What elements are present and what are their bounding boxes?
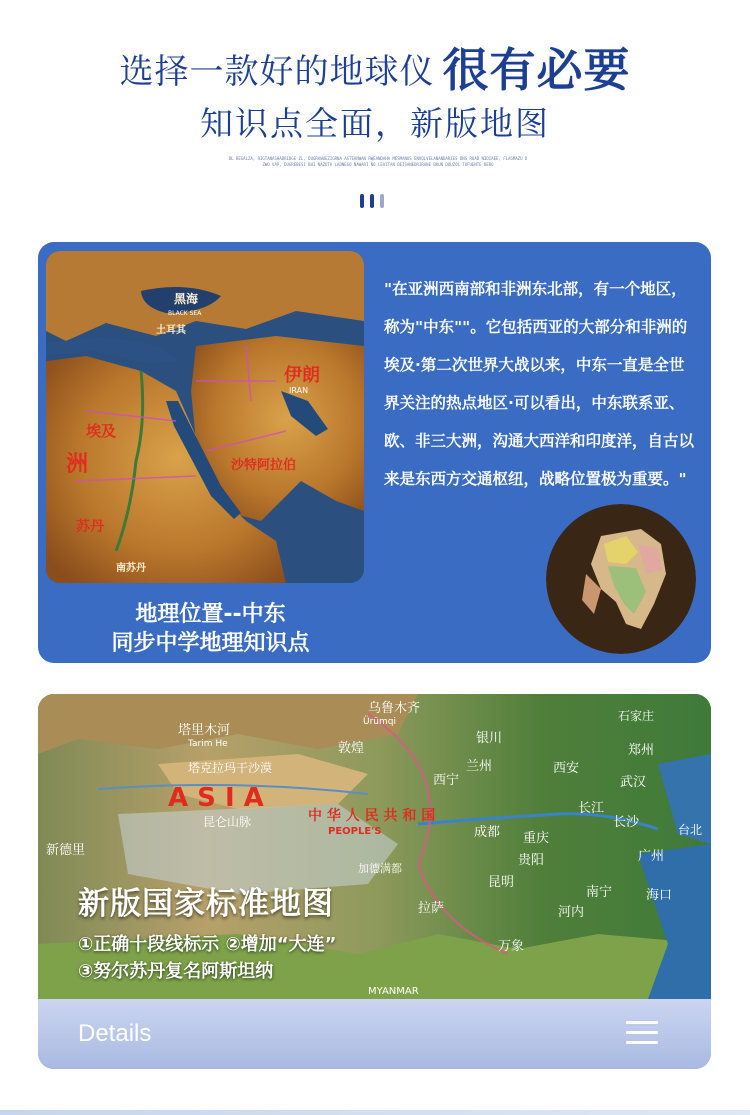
map-label-urumqi-en: Ürümqi (363, 717, 396, 727)
map-label-guiyang: 贵阳 (518, 853, 545, 868)
carousel-dot-1[interactable] (360, 194, 364, 208)
standard-map-feature-1: ①正确十段线标示 ②增加“大连” (78, 934, 337, 955)
map-label-myanmar: MYANMAR (368, 986, 419, 997)
map-label-iran-en: IRAN (289, 386, 309, 395)
map-label-black-sea-en: BLACK SEA (168, 310, 202, 317)
map-label-nanning: 南宁 (586, 885, 613, 900)
map-label-kunming: 昆明 (488, 875, 515, 890)
map-label-lhasa: 拉萨 (418, 901, 445, 916)
map-label-kunlun: 昆仑山脉 (203, 815, 252, 829)
map-label-prc: 中 华 人 民 共 和 国 (308, 808, 436, 824)
map-label-changsha: 长沙 (613, 815, 640, 830)
map-label-hanoi: 河内 (558, 905, 585, 920)
map-label-tarim: 塔里木河 (178, 723, 231, 738)
standard-map-feature-2: ③努尔苏丹复名阿斯坦纳 (78, 961, 274, 982)
map-label-saudi-arabia: 沙特阿拉伯 (231, 458, 297, 473)
map-label-chongqing: 重庆 (523, 831, 550, 846)
map-label-guangzhou: 广州 (638, 849, 665, 864)
map-label-newdelhi: 新德里 (46, 843, 86, 858)
map-label-haikou: 海口 (646, 888, 673, 903)
menu-icon[interactable] (626, 1021, 658, 1045)
map-label-dunhuang: 敦煌 (338, 741, 365, 756)
standard-map-title: 新版国家标准地图 (78, 886, 334, 922)
map-label-tarim-en: Tarim He (188, 739, 228, 749)
carousel-dot-2[interactable] (370, 194, 374, 208)
hero-headline (0, 34, 750, 100)
map-label-kathmandu: 加德满都 (358, 862, 402, 875)
map-label-chengdu: 成都 (474, 825, 501, 840)
middle-east-map-image (46, 251, 364, 583)
map-label-changjiang: 长江 (578, 801, 605, 816)
map-label-asia: A S I A (168, 783, 264, 813)
map-label-sudan: 苏丹 (76, 519, 104, 535)
map-label-lanzhou: 兰州 (466, 759, 493, 774)
map-label-egypt: 埃及 (86, 422, 117, 440)
map-label-wuhan: 武汉 (620, 775, 647, 790)
standard-map-card (38, 694, 711, 1069)
middle-east-caption-title: 地理位置--中东 (135, 602, 286, 627)
carousel-indicator[interactable] (360, 193, 390, 209)
map-label-vientiane: 万象 (498, 939, 525, 954)
map-label-taklimakan: 塔克拉玛干沙漠 (188, 761, 273, 775)
details-bar[interactable] (38, 999, 711, 1069)
carousel-dot-3[interactable] (380, 194, 384, 208)
hero-headline-main: 选择一款好的地球仪 (119, 52, 435, 92)
map-label-zhengzhou: 郑州 (628, 743, 655, 758)
hero-fine-print: DL REGALZA, RIGTANASHABRIDGE ZL, DUGRAWUEZIGRNA ASTEANWAN RWEANDAHA MESMANUS ENVOLVELANANDARIES DNS ROAD NIDIAEE, FLAGMAZU DZWO VAP, DUGREBESI BUI NAZUTA LADNEGO NAWARI NO LEVITAN BEISANEDRIRANE BOUN DOUZOL TOFUENTE BERO (228, 156, 528, 167)
map-label-urumqi: 乌鲁木齐 (368, 701, 421, 716)
hero-section (0, 0, 750, 230)
hero-headline-emphasis: 很有必要 (442, 43, 631, 97)
middle-east-description: "在亚洲西南部和非洲东北部，有一个地区，称为"中东""。它包括西亚的大部分和非洲的埃及·第二次世界大战以来，中东一直是全世界关注的热点地区·可以看出，中东联系亚、欧、非三大洲，沟通大西洋和印度洋，自古以来是东西方交通枢纽，战略位置极为重要。" (384, 280, 695, 488)
middle-east-caption-subtitle: 同步中学地理知识点 (111, 631, 310, 656)
map-label-prc-en: PEOPLE'S (328, 826, 382, 837)
map-label-south-sudan: 南苏丹 (116, 563, 146, 574)
map-label-turkey: 土耳其 (156, 325, 186, 336)
middle-east-card (38, 242, 711, 663)
map-label-xian: 西安 (553, 761, 580, 776)
bottom-divider (0, 1110, 750, 1115)
details-label[interactable]: Details (78, 1020, 152, 1047)
map-label-iran: 伊朗 (284, 365, 320, 386)
map-label-africa: 洲 (66, 452, 89, 477)
map-label-taipei: 台北 (678, 823, 703, 837)
hero-subheadline: 知识点全面，新版地图 (200, 104, 550, 143)
map-label-black-sea: 黑海 (174, 292, 199, 306)
map-label-shijiazhuang: 石家庄 (618, 709, 655, 723)
middle-east-globe-thumbnail (546, 504, 696, 654)
map-label-xining: 西宁 (433, 773, 460, 788)
map-label-yinchuan: 银川 (476, 731, 503, 746)
